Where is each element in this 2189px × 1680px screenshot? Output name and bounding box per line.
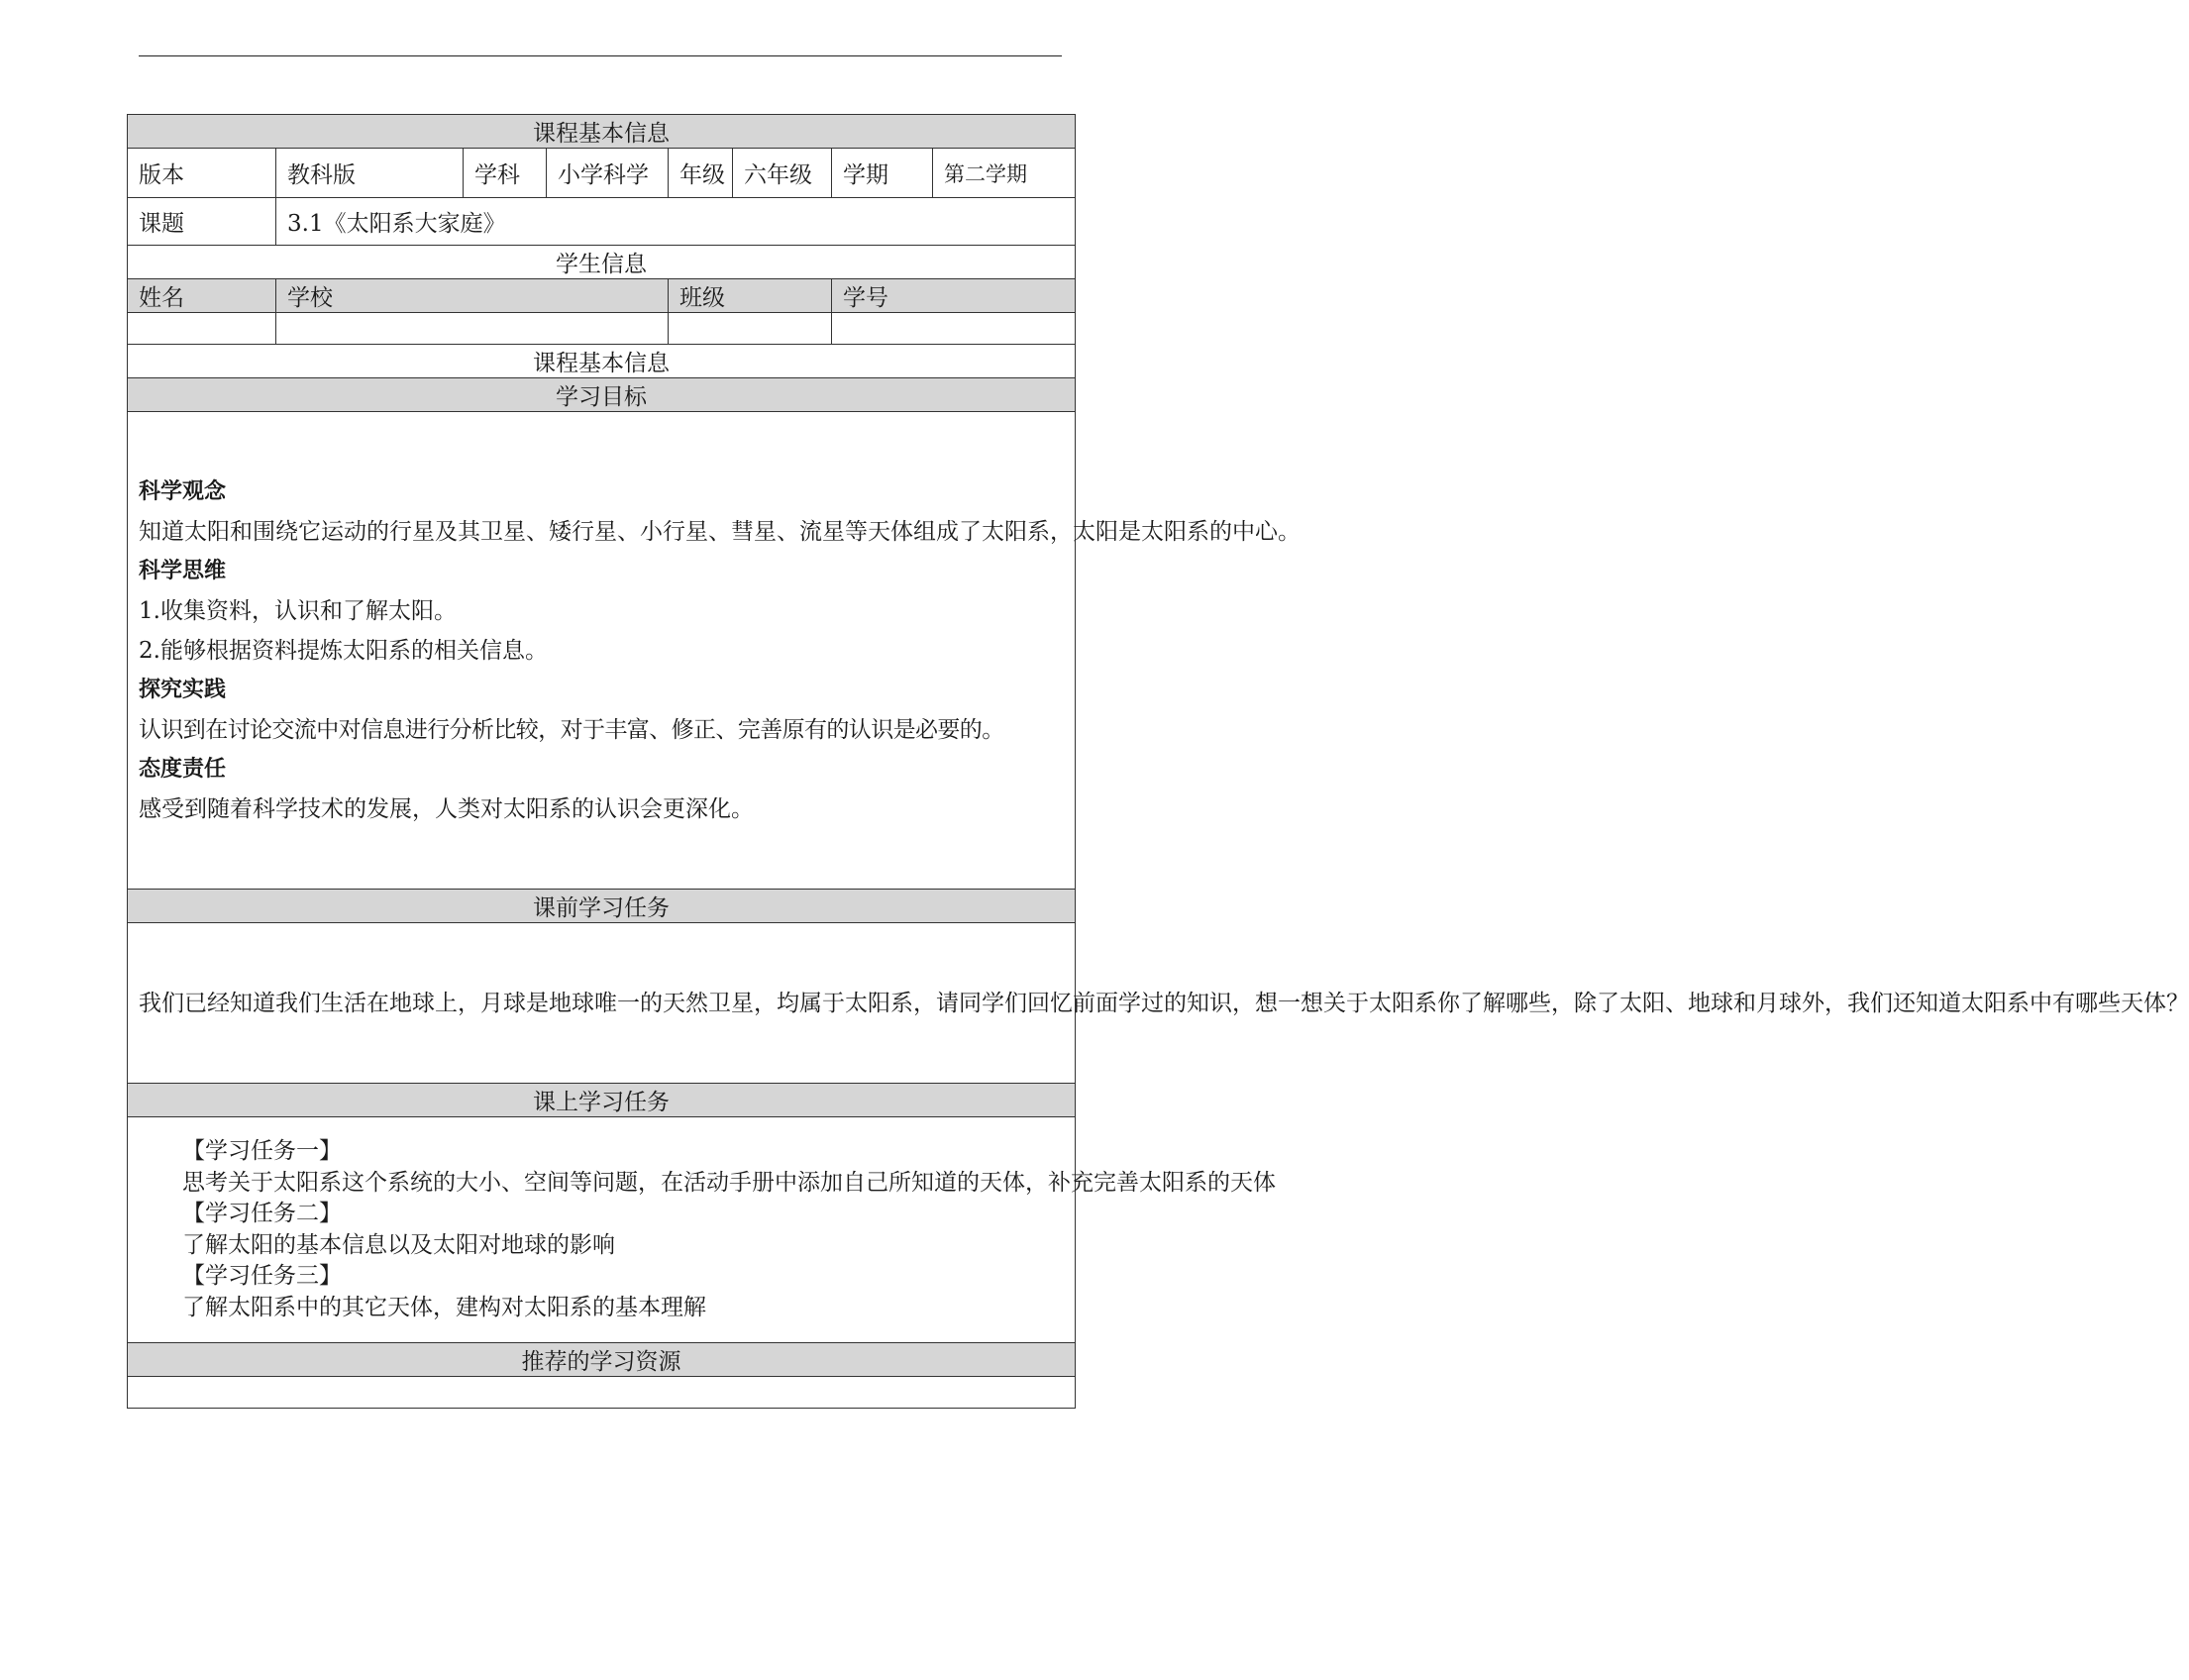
course-info-header: 课程基本信息	[128, 115, 1076, 149]
pre-task-content	[128, 923, 2189, 1084]
objective-text-practice: 认识到在讨论交流中对信息进行分析比较，对于丰富、修正、完善原有的认识是必要的。	[139, 716, 1004, 743]
objective-text-thinking-1: 1.收集资料，认识和了解太阳。	[139, 597, 457, 624]
subject-label: 学科	[464, 149, 547, 198]
objective-heading-concept: 科学观念	[139, 478, 227, 504]
name-label: 姓名	[128, 279, 276, 313]
objective-heading-attitude: 态度责任	[139, 756, 227, 782]
objective-heading-thinking: 科学思维	[139, 558, 227, 583]
course-info-header-2: 课程基本信息	[128, 345, 1076, 378]
student-info-header: 学生信息	[128, 246, 1076, 279]
in-class-header: 课上学习任务	[128, 1084, 1076, 1117]
topic-value: 3.1《太阳系大家庭》	[276, 198, 1076, 246]
header-rule	[139, 55, 1062, 56]
task-3-text: 了解太阳系中的其它天体，建构对太阳系的基本理解	[182, 1294, 706, 1320]
task-3-label: 【学习任务三】	[182, 1263, 342, 1289]
pre-task-text: 我们已经知道我们生活在地球上，月球是地球唯一的天然卫星，均属于太阳系，请同学们回忆前面学过的知识，想一想关于太阳系你了解哪些，除了太阳、地球和月球外，我们还知道太阳系中有哪些天体？	[139, 990, 2189, 1016]
course-form-table	[127, 114, 2189, 1409]
objective-heading-practice: 探究实践	[139, 677, 227, 702]
school-field[interactable]	[276, 313, 669, 345]
objective-text-attitude: 感受到随着科学技术的发展，人类对太阳系的认识会更深化。	[139, 795, 754, 822]
grade-label: 年级	[669, 149, 733, 198]
objectives-header: 学习目标	[128, 378, 1076, 412]
student-no-field[interactable]	[832, 313, 1076, 345]
task-1-label: 【学习任务一】	[182, 1138, 342, 1164]
term-label: 学期	[832, 149, 933, 198]
in-class-content	[128, 1117, 1276, 1343]
task-1-text: 思考关于太阳系这个系统的大小、空间等问题，在活动手册中添加自己所知道的天体，补充完善太阳系的天体	[182, 1169, 1276, 1196]
school-label: 学校	[276, 279, 669, 313]
objectives-content	[128, 412, 1301, 890]
pre-task-header: 课前学习任务	[128, 890, 1076, 923]
resources-header: 推荐的学习资源	[128, 1343, 1076, 1377]
student-no-label: 学号	[832, 279, 1076, 313]
class-field[interactable]	[669, 313, 832, 345]
grade-value: 六年级	[733, 149, 832, 198]
task-2-label: 【学习任务二】	[182, 1201, 342, 1226]
name-field[interactable]	[128, 313, 276, 345]
term-value: 第二学期	[933, 149, 1076, 198]
edition-value: 教科版	[276, 149, 464, 198]
class-label: 班级	[669, 279, 832, 313]
edition-label: 版本	[128, 149, 276, 198]
subject-value: 小学科学	[547, 149, 669, 198]
resources-content[interactable]	[128, 1377, 1076, 1409]
topic-label: 课题	[128, 198, 276, 246]
task-2-text: 了解太阳的基本信息以及太阳对地球的影响	[182, 1231, 615, 1258]
objective-text-thinking-2: 2.能够根据资料提炼太阳系的相关信息。	[139, 637, 548, 664]
objective-text-concept: 知道太阳和围绕它运动的行星及其卫星、矮行星、小行星、彗星、流星等天体组成了太阳系，太阳是太阳系的中心。	[139, 518, 1301, 545]
